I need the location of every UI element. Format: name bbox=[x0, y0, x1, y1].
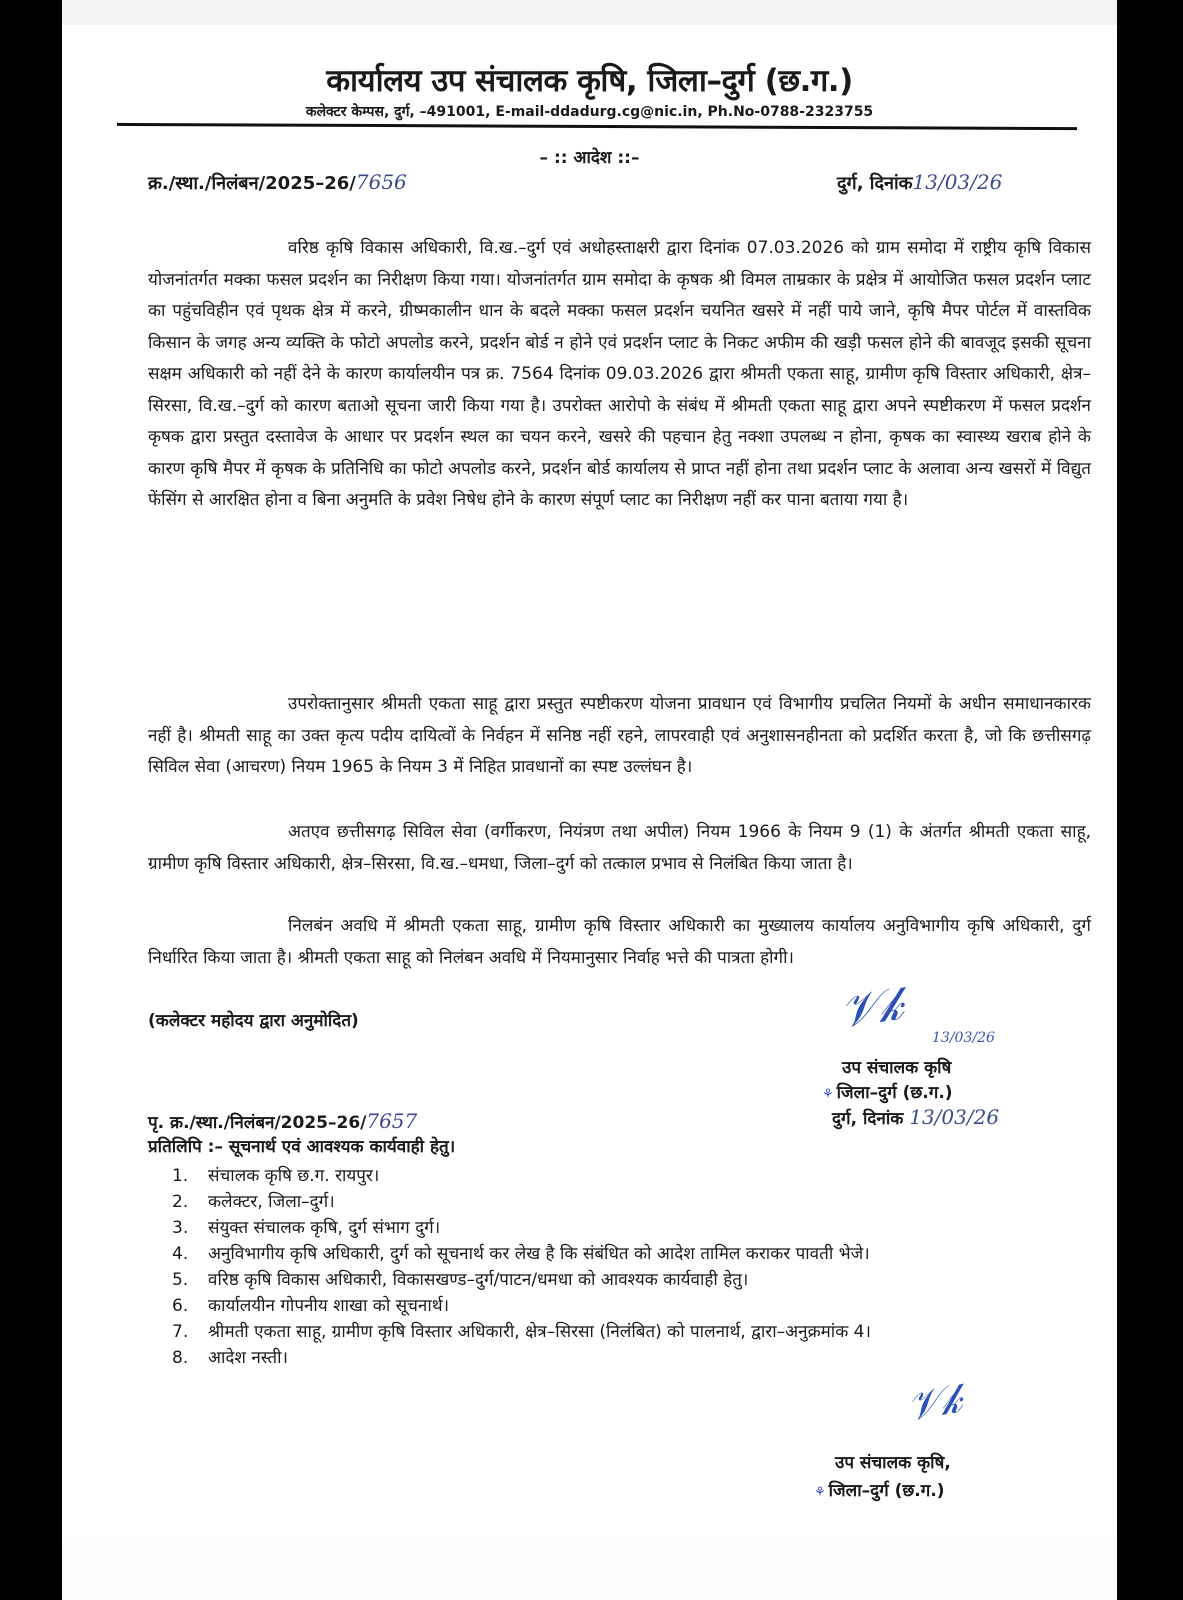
recipient-item bbox=[172, 1241, 1092, 1267]
body-paragraph-2: उपरोक्तानुसार श्रीमती एकता साहू द्वारा प्रस्तुत स्पष्टीकरण योजना प्रावधान एवं विभागीय प्रचलित नियमों के अधीन समाधानकारक नहीं है। श्रीमती साहू का उक्त कृत्य पदीय दायित्वों के निर्वहन में सनिष्ठ नहीं रहने, लापरवाही एवं अनुशासनहीनता को प्रदर्शित करता है, जो कि छत्तीसगढ़ सिविल सेवा (आचरण) नियम 1965 के नियम 3 में निहित प्रावधानों का स्पष्ट उल्लंघन है। bbox=[148, 694, 1091, 777]
signatory-district-2 bbox=[814, 1478, 945, 1501]
recipient-item bbox=[172, 1215, 1092, 1241]
endorsement-ref-prefix: पृ. क्र./स्था./निलंबन/2025–26/ bbox=[148, 1113, 367, 1133]
recipient-number: 1. bbox=[172, 1166, 189, 1186]
order-ref-number: 7656 bbox=[355, 170, 407, 194]
recipient-item bbox=[172, 1293, 1092, 1319]
recipient-text: कलेक्टर, जिला–दुर्ग। bbox=[208, 1192, 335, 1212]
signatory-district-1-text: जिला–दुर्ग (छ.ग.) bbox=[836, 1083, 953, 1103]
order-ref-prefix: क्र./स्था./निलंबन/2025–26/ bbox=[148, 173, 356, 194]
document-page bbox=[62, 25, 1117, 1537]
seal-icon: ⚘ bbox=[822, 1087, 834, 1102]
recipient-item bbox=[172, 1189, 1092, 1215]
signatory-district-1 bbox=[822, 1080, 953, 1103]
order-date-value: 13/03/26 bbox=[912, 170, 1003, 194]
signatory-designation-1: उप संचालक कृषि bbox=[842, 1058, 952, 1078]
signature-1: 𝒱𝓀 bbox=[836, 975, 907, 1039]
order-date bbox=[837, 170, 1002, 195]
recipient-number: 7. bbox=[172, 1322, 189, 1342]
recipient-text: संचालक कृषि छ.ग. रायपुर। bbox=[208, 1166, 380, 1186]
recipient-number: 4. bbox=[172, 1244, 189, 1264]
copy-heading: प्रतिलिपि :– सूचनार्थ एवं आवश्यक कार्यवाही हेतु। bbox=[148, 1137, 456, 1157]
endorsement-date-label: दुर्ग, दिनांक bbox=[832, 1109, 904, 1129]
office-title: कार्यालय उप संचालक कृषि, जिला–दुर्ग (छ.ग.) bbox=[326, 63, 853, 99]
order-date-label: दुर्ग, दिनांक bbox=[837, 173, 913, 194]
seal-icon: ⚘ bbox=[814, 1485, 826, 1500]
recipient-text: कार्यालयीन गोपनीय शाखा को सूचनार्थ। bbox=[208, 1296, 450, 1316]
recipient-text: अनुविभागीय कृषि अधिकारी, दुर्ग को सूचनार्थ कर लेख है कि संबंधित को आदेश तामिल कराकर पावती भेजे। bbox=[208, 1244, 870, 1264]
signature-1-date: 13/03/26 bbox=[932, 1030, 995, 1046]
signatory-designation-2: उप संचालक कृषि, bbox=[835, 1453, 951, 1473]
endorsement-date bbox=[832, 1105, 999, 1129]
recipient-item bbox=[172, 1163, 1092, 1189]
recipient-text: वरिष्ठ कृषि विकास अधिकारी, विकासखण्ड–दुर्ग/पाटन/धमधा को आवश्यक कार्यवाही हेतु। bbox=[208, 1270, 749, 1290]
recipient-text: श्रीमती एकता साहू, ग्रामीण कृषि विस्तार अधिकारी, क्षेत्र–सिरसा (निलंबित) को पालनार्थ, द्वारा–अनुक्रमांक 4। bbox=[208, 1322, 871, 1342]
signatory-district-2-text: जिला–दुर्ग (छ.ग.) bbox=[828, 1481, 945, 1501]
recipient-list bbox=[172, 1163, 1092, 1371]
body-paragraph-3: अतएव छत्तीसगढ़ सिविल सेवा (वर्गीकरण, नियंत्रण तथा अपील) नियम 1966 के नियम 9 (1) के अंतर्गत श्रीमती एकता साहू, ग्रामीण कृषि विस्तार अधिकारी, क्षेत्र–सिरसा, वि.ख.–धमधा, जिला–दुर्ग को तत्काल प्रभाव से निलंबित किया जाता है। bbox=[148, 822, 1091, 874]
endorsement-date-value: 13/03/26 bbox=[909, 1105, 1000, 1129]
endorsement-ref-number: 7657 bbox=[366, 1109, 418, 1133]
recipient-item bbox=[172, 1345, 1092, 1371]
recipient-number: 3. bbox=[172, 1218, 189, 1238]
signature-2: 𝒱𝓀 bbox=[903, 1375, 966, 1431]
recipient-item bbox=[172, 1267, 1092, 1293]
recipient-number: 5. bbox=[172, 1270, 189, 1290]
document-viewer bbox=[62, 0, 1117, 1600]
approval-note: (कलेक्टर महोदय द्वारा अनुमोदित) bbox=[148, 1011, 359, 1031]
body-paragraph-1: वरिष्ठ कृषि विकास अधिकारी, वि.ख.–दुर्ग एवं अधोहस्ताक्षरी द्वारा दिनांक 07.03.2026 को ग्राम समोदा में राष्ट्रीय कृषि विकास योजनांतर्गत मक्का फसल प्रदर्शन का निरीक्षण किया गया। योजनांतर्गत ग्राम समोदा के कृषक श्री विमल ताम्रकार के प्रक्षेत्र में आयोजित फसल प्रदर्शन प्लाट का पहुंचविहीन एवं पृथक क्षेत्र में करने, ग्रीष्मकालीन धान के बदले मक्का फसल प्रदर्शन चयनित खसरे में नहीं पाये जाने, कृषि मैपर पोर्टल में वास्तविक किसान के जगह अन्य व्यक्ति के फोटो अपलोड करने, प्रदर्शन बोर्ड न होने एवं प्रदर्शन प्लाट के निकट अफीम की खड़ी फसल होने की बावजूद इसकी सूचना सक्षम अधिकारी को नहीं देने के कारण कार्यालयीन पत्र क्र. 7564 दिनांक 09.03.2026 द्वारा श्रीमती एकता साहू, ग्रामीण कृषि विस्तार अधिकारी, क्षेत्र–सिरसा, वि.ख.–दुर्ग को कारण बताओ सूचना जारी किया गया है। उपरोक्त आरोपो के संबंध में श्रीमती एकता साहू द्वारा अपने स्पष्टीकरण में फसल प्रदर्शन कृषक द्वारा प्रस्तुत दस्तावेज के आधार पर प्रदर्शन स्थल का चयन करने, खसरे की पहचान हेतु नक्शा उपलब्ध न होना, कृषक का स्वास्थ्य खराब होने के कारण कृषि मैपर में कृषक के प्रतिनिधि का फोटो अपलोड करने, प्रदर्शन बोर्ड कार्यालय से प्राप्त नहीं होना तथा प्रदर्शन प्लाट के अलावा अन्य खसरों में विद्युत फेंसिंग से आरक्षित होना व बिना अनुमति के प्रवेश निषेध होने के कारण संपूर्ण प्लाट का निरीक्षण नहीं कर पाना बताया गया है। bbox=[148, 238, 1091, 510]
order-heading: – :: आदेश ::– bbox=[539, 148, 640, 168]
order-reference bbox=[148, 170, 407, 195]
recipient-text: संयुक्त संचालक कृषि, दुर्ग संभाग दुर्ग। bbox=[208, 1218, 441, 1238]
recipient-text: आदेश नस्ती। bbox=[208, 1348, 288, 1368]
header-divider bbox=[117, 123, 1077, 130]
top-band bbox=[62, 0, 1117, 25]
recipient-number: 6. bbox=[172, 1296, 189, 1316]
recipient-number: 2. bbox=[172, 1192, 189, 1212]
recipient-item bbox=[172, 1319, 1092, 1345]
body-paragraph-4: निलबंन अवधि में श्रीमती एकता साहू, ग्रामीण कृषि विस्तार अधिकारी का मुख्यालय कार्यालय अनुविभागीय कृषि अधिकारी, दुर्ग निर्धारित किया जाता है। श्रीमती एकता साहू को निलंबन अवधि में नियमानुसार निर्वाह भत्ते की पात्रता होगी। bbox=[148, 916, 1091, 968]
endorsement-reference bbox=[148, 1109, 417, 1133]
office-address: कलेक्टर केम्पस, दुर्ग, –491001, E-mail-ddadurg.cg@nic.in, Ph.No-0788-2323755 bbox=[305, 104, 874, 120]
recipient-number: 8. bbox=[172, 1348, 189, 1368]
